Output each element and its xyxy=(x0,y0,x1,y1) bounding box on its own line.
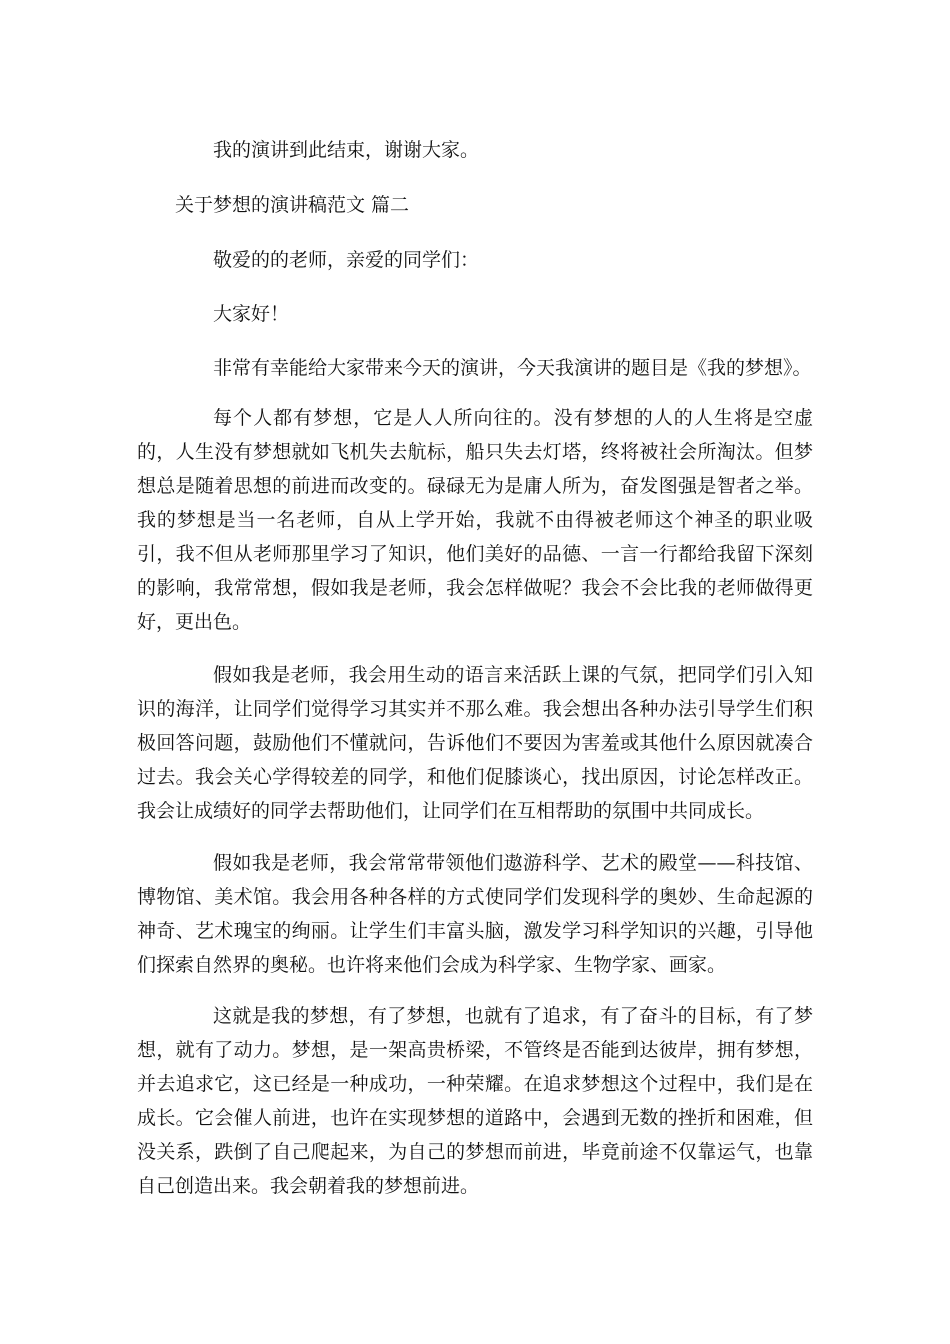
paragraph-dream-teacher: 每个人都有梦想，它是人人所向往的。没有梦想的人的人生将是空虚的，人生没有梦想就如飞机失去航标，船只失去灯塔，终将被社会所淘汰。但梦想总是随着思想的前进而改变的。碌碌无为是庸人所为，奋发图强是智者之举。我的梦想是当一名老师，自从上学开始，我就不由得被老师这个神圣的职业吸引，我不但从老师那里学习了知识，他们美好的品德、一言一行都给我留下深刻的影响，我常常想，假如我是老师，我会怎样做呢？我会不会比我的老师做得更好，更出色。 xyxy=(137,407,813,633)
salutation: 敬爱的的老师，亲爱的同学们： xyxy=(213,249,480,271)
paragraph-teaching-methods: 假如我是老师，我会用生动的语言来活跃上课的气氛，把同学们引入知识的海洋，让同学们觉得学习其实并不那么难。我会想出各种办法引导学生们积极回答问题，鼓励他们不懂就问，告诉他们不要因为害羞或其他什么原因就凑合过去。我会关心学得较差的同学，和他们促膝谈心，找出原因，讨论怎样改正。我会让成绩好的同学去帮助他们，让同学们在互相帮助的氛围中共同成长。 xyxy=(137,664,813,822)
intro-line: 非常有幸能给大家带来今天的演讲，今天我演讲的题目是《我的梦想》。 xyxy=(213,357,812,379)
paragraph-science-art: 假如我是老师，我会常常带领他们遨游科学、艺术的殿堂——科技馆、博物馆、美术馆。我会用各种各样的方式使同学们发现科学的奥妙、生命起源的神奇、艺术瑰宝的绚丽。让学生们丰富头脑，激发学习科学知识的兴趣，引导他们探索自然界的奥秘。也许将来他们会成为科学家、生物学家、画家。 xyxy=(137,852,813,976)
section-title: 关于梦想的演讲稿范文 篇二 xyxy=(175,194,410,216)
closing-line: 我的演讲到此结束，谢谢大家。 xyxy=(213,139,480,161)
greeting: 大家好！ xyxy=(213,303,290,325)
paragraph-conclusion: 这就是我的梦想，有了梦想，也就有了追求，有了奋斗的目标，有了梦想，就有了动力。梦想，是一架高贵桥梁，不管终是否能到达彼岸，拥有梦想，并去追求它，这已经是一种成功，一种荣耀。在追求梦想这个过程中，我们是在成长。它会催人前进，也许在实现梦想的道路中，会遇到无数的挫折和困难，但没关系，跌倒了自己爬起来，为自己的梦想而前进，毕竟前途不仅靠运气，也靠自己创造出来。我会朝着我的梦想前进。 xyxy=(137,1005,813,1197)
